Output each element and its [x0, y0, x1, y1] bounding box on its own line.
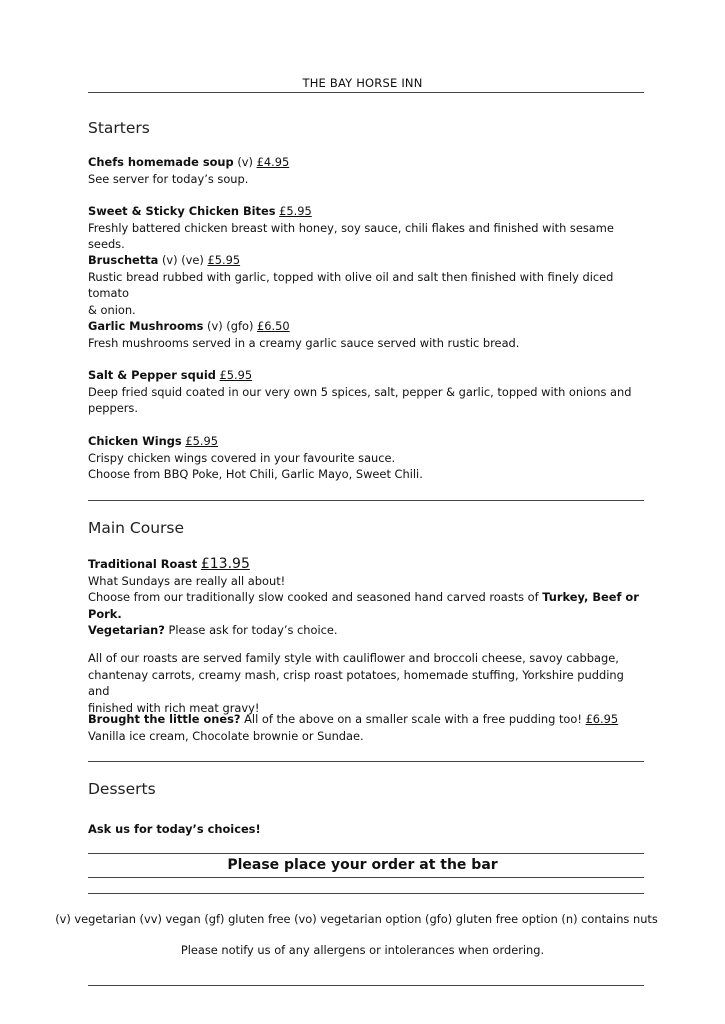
item-description: Choose from BBQ Poke, Hot Chili, Garlic Mayo, Sweet Chili. — [88, 467, 423, 481]
kids-roast-note: Brought the little ones? All of the above on a smaller scale with a free pudding too! £6.95 Vanilla ice cream, Chocolate brownie or Sundae. — [88, 712, 619, 743]
main-course-heading: Main Course — [88, 519, 185, 537]
item-price: £13.95 — [200, 556, 250, 572]
menu-item-garlic-mushrooms: Garlic Mushrooms (v) (gfo) £6.50 Fresh mushrooms served in a creamy garlic sauce served with rustic bread. — [88, 318, 648, 351]
item-name: Garlic Mushrooms — [88, 319, 204, 333]
item-price: £5.95 — [279, 204, 312, 218]
item-description: Choose from our traditionally slow cooked and seasoned hand carved roasts of Turkey, Beef or Pork. — [88, 590, 639, 621]
order-banner: Please place your order at the bar — [227, 857, 498, 873]
order-banner-top-rule — [88, 853, 644, 854]
desserts-heading: Desserts — [88, 780, 156, 798]
order-banner-bottom-rule — [88, 877, 644, 878]
header-divider — [88, 92, 644, 93]
menu-item-soup: Chefs homemade soup (v) £4.95 See server for today’s soup. — [88, 154, 648, 187]
item-name: Chicken Wings — [88, 434, 182, 448]
item-description: Deep fried squid coated in our very own 5 spices, salt, pepper & garlic, topped with onions and — [88, 384, 632, 399]
item-name: Salt & Pepper squid — [88, 368, 216, 382]
item-price: £5.95 — [207, 253, 241, 267]
legend-top-rule — [88, 893, 644, 894]
menu-item-bruschetta: Bruschetta (v) (ve) £5.95 Rustic bread rubbed with garlic, topped with olive oil and salt then finished with finely diced tomato & onion. — [88, 252, 648, 318]
item-description: Crispy chicken wings covered in your favourite sauce. — [88, 450, 396, 465]
item-description: Fresh mushrooms served in a creamy garlic sauce served with rustic bread. — [88, 335, 520, 350]
allergen-notice: Please notify us of any allergens or intolerances when ordering. — [180, 943, 545, 957]
desserts-note: Ask us for today’s choices! — [88, 822, 261, 836]
page-title: THE BAY HORSE INN — [302, 76, 423, 90]
vegetarian-note: Vegetarian? Please ask for today’s choice. — [88, 623, 338, 637]
menu-item-traditional-roast — [88, 556, 648, 622]
item-description: What Sundays are really all about! — [88, 573, 286, 588]
starters-divider — [88, 500, 644, 501]
item-description: & onion. — [88, 302, 136, 317]
item-description: See server for today’s soup. — [88, 171, 249, 186]
item-price: £5.95 — [185, 434, 218, 448]
starters-heading: Starters — [88, 119, 150, 137]
item-name: Bruschetta — [88, 253, 159, 267]
item-description: peppers. — [88, 401, 138, 415]
item-description: Freshly battered chicken breast with honey, soy sauce, chili flakes and finished with sesame seeds. — [88, 220, 614, 251]
main-course-divider — [88, 761, 644, 762]
footer-divider — [88, 985, 644, 986]
dietary-legend: (v) vegetarian (vv) vegan (gf) gluten free (vo) vegetarian option (gfo) gluten free option (n) contains nuts — [55, 912, 658, 926]
item-price: £5.95 — [219, 368, 253, 382]
item-price: £6.95 — [585, 712, 619, 726]
item-name: Sweet & Sticky Chicken Bites — [88, 204, 276, 218]
roast-sides-description: All of our roasts are served family style with cauliflower and broccoli cheese, savoy cabbage, chantenay carrots, creamy mash, crisp roast potatoes, homemade stuffing, Yorkshire pudding and finished with rich meat gravy! — [88, 651, 624, 715]
item-description: Rustic bread rubbed with garlic, topped with olive oil and salt then finished with finely diced tomato — [88, 269, 614, 300]
item-name: Chefs homemade soup — [88, 155, 234, 169]
menu-item-squid — [88, 367, 648, 417]
item-price: £4.95 — [256, 155, 290, 169]
item-name: Traditional Roast — [88, 557, 198, 571]
item-price: £6.50 — [257, 319, 290, 333]
menu-item-chicken-wings — [88, 433, 648, 483]
menu-item-chicken-bites — [88, 203, 648, 253]
